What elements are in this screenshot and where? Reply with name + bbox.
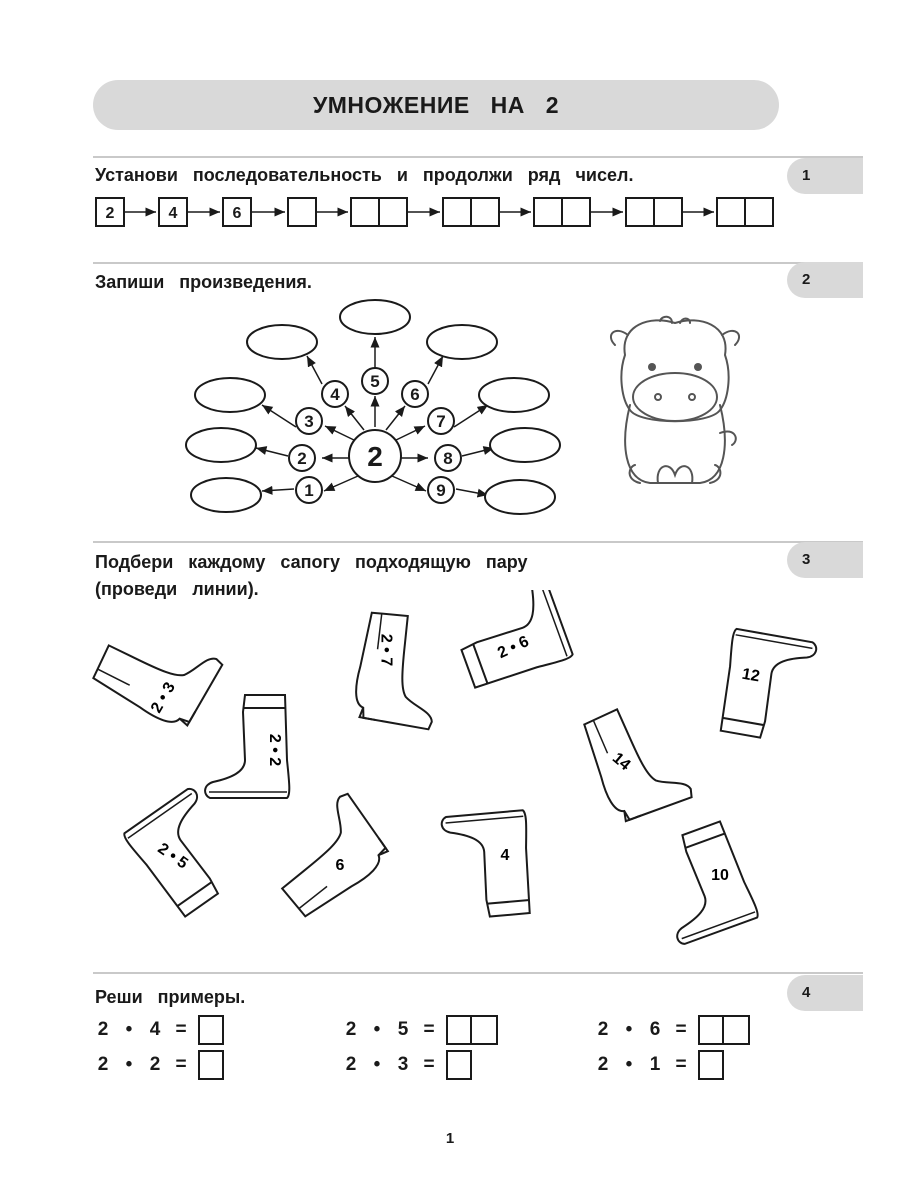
sequence-value: 4: [168, 205, 178, 222]
factor-label: 9: [436, 481, 446, 500]
operand: 6: [649, 1019, 661, 1040]
answer-box[interactable]: [472, 1015, 498, 1045]
example-row: [338, 1050, 472, 1080]
task-3-instruction-2: (проведи линии).: [95, 579, 259, 599]
example-row: [90, 1015, 224, 1045]
operand: 2: [345, 1054, 357, 1075]
equals-sign: =: [675, 1054, 687, 1075]
boot[interactable]: [258, 792, 393, 920]
example-row: [90, 1050, 224, 1080]
boot[interactable]: [123, 786, 251, 919]
boot-label: 12: [740, 665, 762, 686]
hippo-illustration: [600, 315, 750, 490]
operator: •: [625, 1019, 633, 1040]
boot[interactable]: [717, 629, 818, 745]
operand: 2: [597, 1019, 609, 1040]
boot-label: 2 • 3: [147, 679, 179, 716]
boot-label: 2 • 2: [266, 733, 283, 767]
answer-oval[interactable]: [195, 378, 265, 412]
sequence-value: 2: [105, 205, 115, 222]
operand: 3: [397, 1054, 409, 1075]
example-row: [590, 1050, 724, 1080]
answer-box[interactable]: [379, 198, 407, 226]
answer-oval[interactable]: [340, 300, 410, 334]
answer-box[interactable]: [471, 198, 499, 226]
task-2-instruction: Запиши произведения.: [95, 272, 312, 292]
equals-sign: =: [175, 1019, 187, 1040]
answer-box[interactable]: [198, 1050, 224, 1080]
answer-box[interactable]: [654, 198, 682, 226]
operator: •: [125, 1054, 133, 1075]
equals-sign: =: [675, 1019, 687, 1040]
task-number-2: 2: [787, 262, 863, 298]
factor-label: 7: [436, 412, 446, 431]
answer-oval[interactable]: [490, 428, 560, 462]
answer-box[interactable]: [745, 198, 773, 226]
boot-label: 2 • 5: [154, 840, 191, 873]
operator: •: [125, 1019, 133, 1040]
equals-sign: =: [423, 1054, 435, 1075]
operator: •: [373, 1019, 381, 1040]
page-number: 1: [445, 1130, 455, 1147]
answer-oval[interactable]: [485, 480, 555, 514]
operand: 2: [345, 1019, 357, 1040]
equals-sign: =: [423, 1019, 435, 1040]
answer-box[interactable]: [446, 1050, 472, 1080]
answer-oval[interactable]: [247, 325, 317, 359]
answer-box[interactable]: [443, 198, 471, 226]
answer-box[interactable]: [198, 1015, 224, 1045]
operand: 5: [397, 1019, 409, 1040]
boot-label: 6: [335, 857, 345, 874]
answer-box[interactable]: [446, 1015, 472, 1045]
answer-box[interactable]: [351, 198, 379, 226]
operand: 2: [149, 1054, 161, 1075]
operator: •: [373, 1054, 381, 1075]
operand: 4: [149, 1019, 161, 1040]
section-divider: [93, 262, 863, 264]
answer-oval[interactable]: [479, 378, 549, 412]
task-3-instruction: Подбери каждому сапогу подходящую пару: [95, 552, 528, 572]
boot-label: 2 • 7: [377, 633, 395, 667]
answer-oval[interactable]: [186, 428, 256, 462]
answer-box[interactable]: [717, 198, 745, 226]
boots-matching-area: [0, 590, 900, 950]
factor-label: 8: [443, 449, 453, 468]
operand: 2: [97, 1019, 109, 1040]
factor-label: 1: [304, 481, 314, 500]
operator: •: [625, 1054, 633, 1075]
multiplication-flower: [0, 290, 900, 530]
boot[interactable]: [89, 609, 223, 733]
boot[interactable]: [205, 695, 289, 798]
sequence-value: 6: [232, 205, 242, 222]
page-title: УМНОЖЕНИЕ НА 2: [93, 80, 779, 130]
section-divider: [93, 972, 863, 974]
answer-box[interactable]: [698, 1015, 724, 1045]
equals-sign: =: [175, 1054, 187, 1075]
boot[interactable]: [351, 609, 449, 729]
factor-label: 2: [297, 449, 307, 468]
answer-box[interactable]: [698, 1050, 724, 1080]
center-multiplier: 2: [367, 441, 383, 472]
operand: 2: [97, 1054, 109, 1075]
example-row: [338, 1015, 498, 1045]
task-number-1: 1: [787, 158, 863, 194]
answer-box[interactable]: [534, 198, 562, 226]
factor-label: 6: [410, 385, 420, 404]
boot-label: 14: [608, 749, 634, 775]
operand: 2: [597, 1054, 609, 1075]
task-number-4: 4: [787, 975, 863, 1011]
boot-label: 4: [500, 847, 510, 864]
number-sequence: [0, 0, 900, 260]
factor-label: 3: [304, 412, 314, 431]
boot[interactable]: [581, 695, 694, 824]
answer-oval[interactable]: [427, 325, 497, 359]
factor-label: 5: [370, 372, 380, 391]
boot[interactable]: [441, 810, 534, 920]
section-divider: [93, 541, 863, 543]
answer-box[interactable]: [288, 198, 316, 226]
boot-label: 10: [711, 867, 729, 884]
boot-label: 2 • 6: [495, 633, 532, 663]
example-row: [590, 1015, 750, 1045]
answer-box[interactable]: [724, 1015, 750, 1045]
factor-label: 4: [330, 385, 340, 404]
task-1-instruction: Установи последовательность и продолжи ряд чисел.: [95, 165, 634, 185]
boot[interactable]: [448, 590, 574, 692]
answer-box[interactable]: [562, 198, 590, 226]
task-4-instruction: Реши примеры.: [95, 987, 246, 1007]
task-number-3: 3: [787, 542, 863, 578]
answer-box[interactable]: [626, 198, 654, 226]
boot[interactable]: [645, 820, 759, 946]
answer-oval[interactable]: [191, 478, 261, 512]
operand: 1: [649, 1054, 661, 1075]
